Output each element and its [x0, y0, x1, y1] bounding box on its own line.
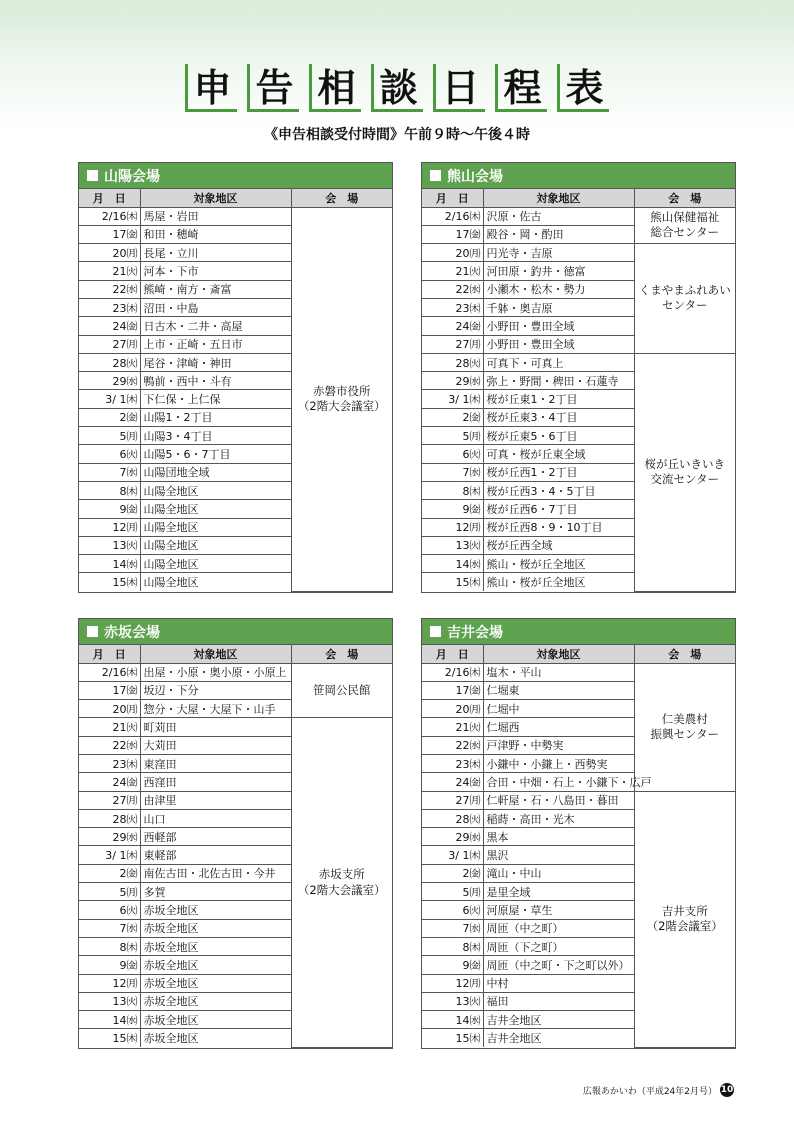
date-cell: 9㈮ — [79, 500, 140, 518]
location-cell: 吉井支所 （2階会議室） — [634, 791, 735, 1047]
date-cell: 14㈬ — [422, 555, 483, 573]
area-cell: 山陽全地区 — [140, 518, 291, 536]
table-row — [422, 244, 735, 262]
area-cell: 千躰・奥吉原 — [483, 298, 634, 316]
date-cell: 5㈪ — [79, 427, 140, 445]
area-cell: 赤坂全地区 — [140, 901, 291, 919]
location-cell: 桜が丘いきいき 交流センター — [634, 353, 735, 591]
date-cell: 24㈮ — [422, 773, 483, 791]
date-cell: 2㈮ — [79, 408, 140, 426]
table-row — [422, 353, 735, 371]
date-cell: 23㈭ — [79, 298, 140, 316]
area-cell: 周匝（下之町） — [483, 937, 634, 955]
venue-name: 熊山会場 — [447, 168, 503, 185]
square-bullet-icon — [430, 170, 441, 181]
area-cell: 熊山・桜が丘全地区 — [483, 555, 634, 573]
title-char: 程 — [495, 64, 547, 112]
table-row — [422, 791, 735, 809]
area-cell: 山陽全地区 — [140, 481, 291, 499]
date-cell: 15㈭ — [422, 1029, 483, 1047]
area-cell: 山陽全地区 — [140, 555, 291, 573]
title-char: 申 — [185, 64, 237, 112]
area-cell: 大苅田 — [140, 736, 291, 754]
area-cell: 鴨前・西中・斗有 — [140, 372, 291, 390]
venue-header — [422, 619, 735, 645]
date-cell: 21㈫ — [79, 262, 140, 280]
location-cell: 笹岡公民館 — [291, 663, 392, 718]
venue-akasaka — [78, 618, 393, 1049]
area-cell: 山陽全地区 — [140, 500, 291, 518]
date-cell: 8㈭ — [422, 937, 483, 955]
area-cell: 可真・桜が丘東全域 — [483, 445, 634, 463]
date-cell: 2㈮ — [422, 408, 483, 426]
area-cell: 是里全域 — [483, 883, 634, 901]
area-cell: 周匝（中之町・下之町以外） — [483, 956, 634, 974]
area-cell: 熊崎・南方・斎富 — [140, 280, 291, 298]
area-cell: 塩木・平山 — [483, 663, 634, 681]
header-location: 会 場 — [634, 645, 735, 663]
area-cell: 可真下・可真上 — [483, 353, 634, 371]
date-cell: 12㈪ — [79, 518, 140, 536]
venue-kumayama — [421, 162, 736, 593]
header-area: 対象地区 — [140, 189, 291, 207]
area-cell: 桜が丘東3・4丁目 — [483, 408, 634, 426]
date-cell: 21㈫ — [79, 718, 140, 736]
page-number: 10 — [720, 1085, 734, 1095]
date-cell: 24㈮ — [422, 317, 483, 335]
area-cell: 赤坂全地区 — [140, 1011, 291, 1029]
header-date: 月 日 — [422, 645, 483, 663]
area-cell: 戸津野・中勢実 — [483, 736, 634, 754]
header-date: 月 日 — [422, 189, 483, 207]
title-char: 表 — [557, 64, 609, 112]
area-cell: 小瀬木・松木・勢力 — [483, 280, 634, 298]
date-cell: 29㈬ — [422, 372, 483, 390]
area-cell: 日古木・二井・高屋 — [140, 317, 291, 335]
date-cell: 15㈭ — [79, 573, 140, 591]
area-cell: 多賀 — [140, 883, 291, 901]
area-cell: 弥上・野間・稗田・石蓮寺 — [483, 372, 634, 390]
date-cell: 8㈭ — [79, 481, 140, 499]
header-location: 会 場 — [634, 189, 735, 207]
header-area: 対象地区 — [483, 189, 634, 207]
date-cell: 20㈪ — [422, 244, 483, 262]
date-cell: 24㈮ — [79, 317, 140, 335]
header-area: 対象地区 — [140, 645, 291, 663]
area-cell: 桜が丘東1・2丁目 — [483, 390, 634, 408]
date-cell: 22㈬ — [422, 736, 483, 754]
date-cell: 27㈪ — [422, 791, 483, 809]
area-cell: 滝山・中山 — [483, 864, 634, 882]
date-cell: 29㈬ — [422, 828, 483, 846]
date-cell: 23㈭ — [422, 754, 483, 772]
title-char: 談 — [371, 64, 423, 112]
venue-sanyo — [78, 162, 393, 593]
area-cell: 尾谷・津崎・神田 — [140, 353, 291, 371]
table-row — [79, 207, 392, 225]
venue-name: 山陽会場 — [104, 168, 160, 185]
table-row — [79, 663, 392, 681]
page-footer — [583, 1083, 734, 1097]
title-char: 告 — [247, 64, 299, 112]
area-cell: 赤坂全地区 — [140, 974, 291, 992]
location-cell: 赤磐市役所 （2階大会議室） — [291, 207, 392, 591]
area-cell: 西軽部 — [140, 828, 291, 846]
date-cell: 8㈭ — [79, 937, 140, 955]
date-cell: 12㈪ — [422, 518, 483, 536]
area-cell: 殿谷・岡・酌田 — [483, 225, 634, 243]
date-cell: 28㈫ — [79, 809, 140, 827]
location-cell: 熊山保健福祉 総合センター — [634, 207, 735, 244]
page-subtitle: 《申告相談受付時間》午前９時〜午後４時 — [264, 127, 530, 143]
area-cell: 稲蒔・高田・光木 — [483, 809, 634, 827]
area-cell: 山陽1・2丁目 — [140, 408, 291, 426]
date-cell: 27㈪ — [79, 335, 140, 353]
location-cell: 仁美農村 振興センター — [634, 663, 735, 791]
area-cell: 上市・正崎・五日市 — [140, 335, 291, 353]
date-cell: 24㈮ — [79, 773, 140, 791]
area-cell: 小野田・豊田全域 — [483, 335, 634, 353]
area-cell: 赤坂全地区 — [140, 1029, 291, 1047]
date-cell: 21㈫ — [422, 262, 483, 280]
date-cell: 9㈮ — [422, 956, 483, 974]
area-cell: 出屋・小原・奥小原・小原上 — [140, 663, 291, 681]
date-cell: 8㈭ — [422, 481, 483, 499]
date-cell: 13㈫ — [79, 536, 140, 554]
area-cell: 下仁保・上仁保 — [140, 390, 291, 408]
area-cell: 赤坂全地区 — [140, 937, 291, 955]
date-cell: 23㈭ — [79, 754, 140, 772]
date-cell: 12㈪ — [422, 974, 483, 992]
date-cell: 21㈫ — [422, 718, 483, 736]
date-cell: 9㈮ — [79, 956, 140, 974]
date-cell: 28㈫ — [422, 353, 483, 371]
footer-publication: 広報あかいわ（平成24年2月号） — [582, 1086, 717, 1097]
date-cell: 5㈪ — [79, 883, 140, 901]
area-cell: 西窪田 — [140, 773, 291, 791]
date-cell: 13㈫ — [79, 992, 140, 1010]
title-char: 相 — [309, 64, 361, 112]
date-cell: 6㈫ — [422, 445, 483, 463]
schedule-table — [79, 645, 392, 1048]
area-cell: 桜が丘東5・6丁目 — [483, 427, 634, 445]
area-cell: 沼田・中島 — [140, 298, 291, 316]
date-cell: 14㈬ — [422, 1011, 483, 1029]
area-cell: 馬屋・岩田 — [140, 207, 291, 225]
square-bullet-icon — [87, 170, 98, 181]
area-cell: 山陽3・4丁目 — [140, 427, 291, 445]
area-cell: 小鎌中・小鎌上・西勢実 — [483, 754, 634, 772]
area-cell: 合田・中畑・石上・小鎌下・広戸 — [483, 773, 634, 791]
date-cell: 29㈬ — [79, 828, 140, 846]
venue-header — [79, 619, 392, 645]
header-area: 対象地区 — [483, 645, 634, 663]
schedule-table — [79, 189, 392, 592]
area-cell: 桜が丘西3・4・5丁目 — [483, 481, 634, 499]
area-cell: 円光寺・吉原 — [483, 244, 634, 262]
area-cell: 赤坂全地区 — [140, 919, 291, 937]
square-bullet-icon — [430, 626, 441, 637]
area-cell: 東窪田 — [140, 754, 291, 772]
date-cell: 2/16㈭ — [422, 207, 483, 225]
schedule-table — [422, 189, 735, 592]
area-cell: 中村 — [483, 974, 634, 992]
date-cell: 17㈮ — [79, 225, 140, 243]
square-bullet-icon — [87, 626, 98, 637]
header-date: 月 日 — [79, 189, 140, 207]
area-cell: 赤坂全地区 — [140, 992, 291, 1010]
date-cell: 20㈪ — [79, 244, 140, 262]
date-cell: 6㈫ — [79, 445, 140, 463]
area-cell: 山陽5・6・7丁目 — [140, 445, 291, 463]
area-cell: 河原屋・草生 — [483, 901, 634, 919]
date-cell: 7㈬ — [79, 463, 140, 481]
header-location: 会 場 — [291, 645, 392, 663]
area-cell: 福田 — [483, 992, 634, 1010]
title-char: 日 — [433, 64, 485, 112]
date-cell: 23㈭ — [422, 298, 483, 316]
date-cell: 5㈪ — [422, 883, 483, 901]
area-cell: 坂辺・下分 — [140, 681, 291, 699]
date-cell: 28㈫ — [79, 353, 140, 371]
area-cell: 仁堀中 — [483, 700, 634, 718]
area-cell: 吉井全地区 — [483, 1011, 634, 1029]
page-title — [0, 64, 794, 112]
date-cell: 7㈬ — [422, 919, 483, 937]
area-cell: 山口 — [140, 809, 291, 827]
date-cell: 7㈬ — [79, 919, 140, 937]
date-cell: 2/16㈭ — [422, 663, 483, 681]
location-cell: 赤坂支所 （2階大会議室） — [291, 718, 392, 1047]
date-cell: 12㈪ — [79, 974, 140, 992]
area-cell: 長尾・立川 — [140, 244, 291, 262]
date-cell: 5㈪ — [422, 427, 483, 445]
venue-name: 赤坂会場 — [104, 624, 160, 641]
date-cell: 22㈬ — [422, 280, 483, 298]
date-cell: 2㈮ — [422, 864, 483, 882]
location-cell: くまやまふれあい センター — [634, 244, 735, 354]
area-cell: 南佐古田・北佐古田・今井 — [140, 864, 291, 882]
area-cell: 赤坂全地区 — [140, 956, 291, 974]
date-cell: 17㈮ — [422, 681, 483, 699]
date-cell: 6㈫ — [422, 901, 483, 919]
area-cell: 東軽部 — [140, 846, 291, 864]
area-cell: 河本・下市 — [140, 262, 291, 280]
area-cell: 和田・穂崎 — [140, 225, 291, 243]
venue-yoshii — [421, 618, 736, 1049]
venue-header — [79, 163, 392, 189]
date-cell: 27㈪ — [79, 791, 140, 809]
date-cell: 14㈬ — [79, 1011, 140, 1029]
header-date: 月 日 — [79, 645, 140, 663]
date-cell: 3/ 1㈭ — [79, 846, 140, 864]
date-cell: 15㈭ — [422, 573, 483, 591]
area-cell: 惣分・大屋・大屋下・山手 — [140, 700, 291, 718]
date-cell: 2/16㈭ — [79, 663, 140, 681]
date-cell: 17㈮ — [79, 681, 140, 699]
area-cell: 仁堀東 — [483, 681, 634, 699]
area-cell: 周匝（中之町） — [483, 919, 634, 937]
table-row — [422, 663, 735, 681]
schedule-table — [422, 645, 735, 1048]
date-cell: 6㈫ — [79, 901, 140, 919]
date-cell: 20㈪ — [79, 700, 140, 718]
date-cell: 29㈬ — [79, 372, 140, 390]
date-cell: 2㈮ — [79, 864, 140, 882]
date-cell: 17㈮ — [422, 225, 483, 243]
area-cell: 桜が丘西8・9・10丁目 — [483, 518, 634, 536]
date-cell: 27㈪ — [422, 335, 483, 353]
table-row — [79, 718, 392, 736]
date-cell: 14㈬ — [79, 555, 140, 573]
area-cell: 由津里 — [140, 791, 291, 809]
area-cell: 桜が丘西1・2丁目 — [483, 463, 634, 481]
date-cell: 3/ 1㈭ — [422, 846, 483, 864]
area-cell: 黒本 — [483, 828, 634, 846]
venue-name: 吉井会場 — [447, 624, 503, 641]
area-cell: 吉井全地区 — [483, 1029, 634, 1047]
area-cell: 町苅田 — [140, 718, 291, 736]
area-cell: 山陽全地区 — [140, 573, 291, 591]
date-cell: 22㈬ — [79, 736, 140, 754]
area-cell: 仁堀西 — [483, 718, 634, 736]
header-location: 会 場 — [291, 189, 392, 207]
area-cell: 黒沢 — [483, 846, 634, 864]
date-cell: 13㈫ — [422, 536, 483, 554]
area-cell: 熊山・桜が丘全地区 — [483, 573, 634, 591]
area-cell: 山陽全地区 — [140, 536, 291, 554]
date-cell: 7㈬ — [422, 463, 483, 481]
area-cell: 山陽団地全域 — [140, 463, 291, 481]
date-cell: 22㈬ — [79, 280, 140, 298]
table-row — [422, 207, 735, 225]
date-cell: 9㈮ — [422, 500, 483, 518]
date-cell: 28㈫ — [422, 809, 483, 827]
area-cell: 河田原・釣井・徳富 — [483, 262, 634, 280]
venue-header — [422, 163, 735, 189]
area-cell: 沢原・佐古 — [483, 207, 634, 225]
area-cell: 仁軒屋・石・八島田・暮田 — [483, 791, 634, 809]
date-cell: 3/ 1㈭ — [422, 390, 483, 408]
date-cell: 20㈪ — [422, 700, 483, 718]
date-cell: 15㈭ — [79, 1029, 140, 1047]
date-cell: 13㈫ — [422, 992, 483, 1010]
area-cell: 小野田・豊田全域 — [483, 317, 634, 335]
date-cell: 3/ 1㈭ — [79, 390, 140, 408]
date-cell: 2/16㈭ — [79, 207, 140, 225]
area-cell: 桜が丘西6・7丁目 — [483, 500, 634, 518]
area-cell: 桜が丘西全域 — [483, 536, 634, 554]
